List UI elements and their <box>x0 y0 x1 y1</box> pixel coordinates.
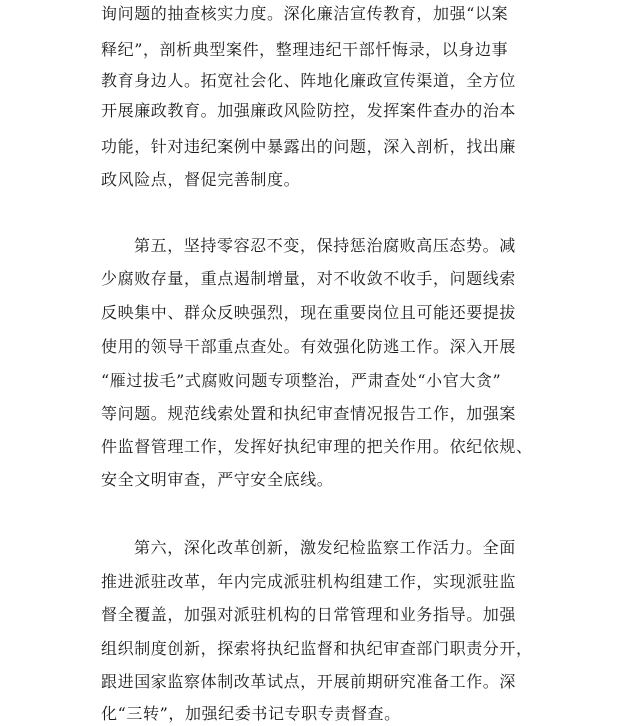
paragraph-line: 反映集中、群众反映强烈，现在重要岗位且可能还要提拔 <box>101 303 517 322</box>
paragraph-line: 件监督管理工作，发挥好执纪审理的把关作用。依纪依规、 <box>101 437 533 456</box>
paragraph-line: 第六，深化改革创新，激发纪检监察工作活力。全面 <box>134 538 516 557</box>
paragraph-line: 询问题的抽查核实力度。深化廉洁宣传教育，加强“以案 <box>101 4 509 23</box>
paragraph-line: “雁过拔毛”式腐败问题专项整治，严肃查处“小官大贪” <box>101 371 502 390</box>
paragraph-line: 第五，坚持零容忍不变，保持惩治腐败高压态势。减 <box>134 236 516 255</box>
paragraph-line: 化“三转”，加强纪委书记专职专责督查。 <box>101 704 401 723</box>
paragraph-line: 释纪”，剖析典型案件，整理违纪干部忏悔录，以身边事 <box>101 40 509 59</box>
paragraph-line: 组织制度创新，探索将执纪监督和执纪审查部门职责分开， <box>101 639 533 658</box>
paragraph-line: 开展廉政教育。加强廉政风险防控，发挥案件查办的治本 <box>101 101 517 120</box>
paragraph-line: 等问题。规范线索处置和执纪审查情况报告工作，加强案 <box>101 404 517 423</box>
paragraph-line: 教育身边人。拓宽社会化、阵地化廉政宣传渠道，全方位 <box>101 71 517 90</box>
paragraph-line: 功能，针对违纪案例中暴露出的问题，深入剖析，找出廉 <box>101 137 517 156</box>
paragraph-line: 政风险点，督促完善制度。 <box>101 170 301 189</box>
paragraph-line: 安全文明审查，严守安全底线。 <box>101 470 334 489</box>
paragraph-line: 推进派驻改革，年内完成派驻机构组建工作，实现派驻监 <box>101 572 517 591</box>
paragraph-line: 跟进国家监察体制改革试点，开展前期研究准备工作。深 <box>101 672 517 691</box>
paragraph-line: 使用的领导干部重点查处。有效强化防逃工作。深入开展 <box>101 337 517 356</box>
paragraph-line: 少腐败存量，重点遏制增量，对不收敛不收手，问题线索 <box>101 269 517 288</box>
paragraph-line: 督全覆盖，加强对派驻机构的日常管理和业务指导。加强 <box>101 605 517 624</box>
